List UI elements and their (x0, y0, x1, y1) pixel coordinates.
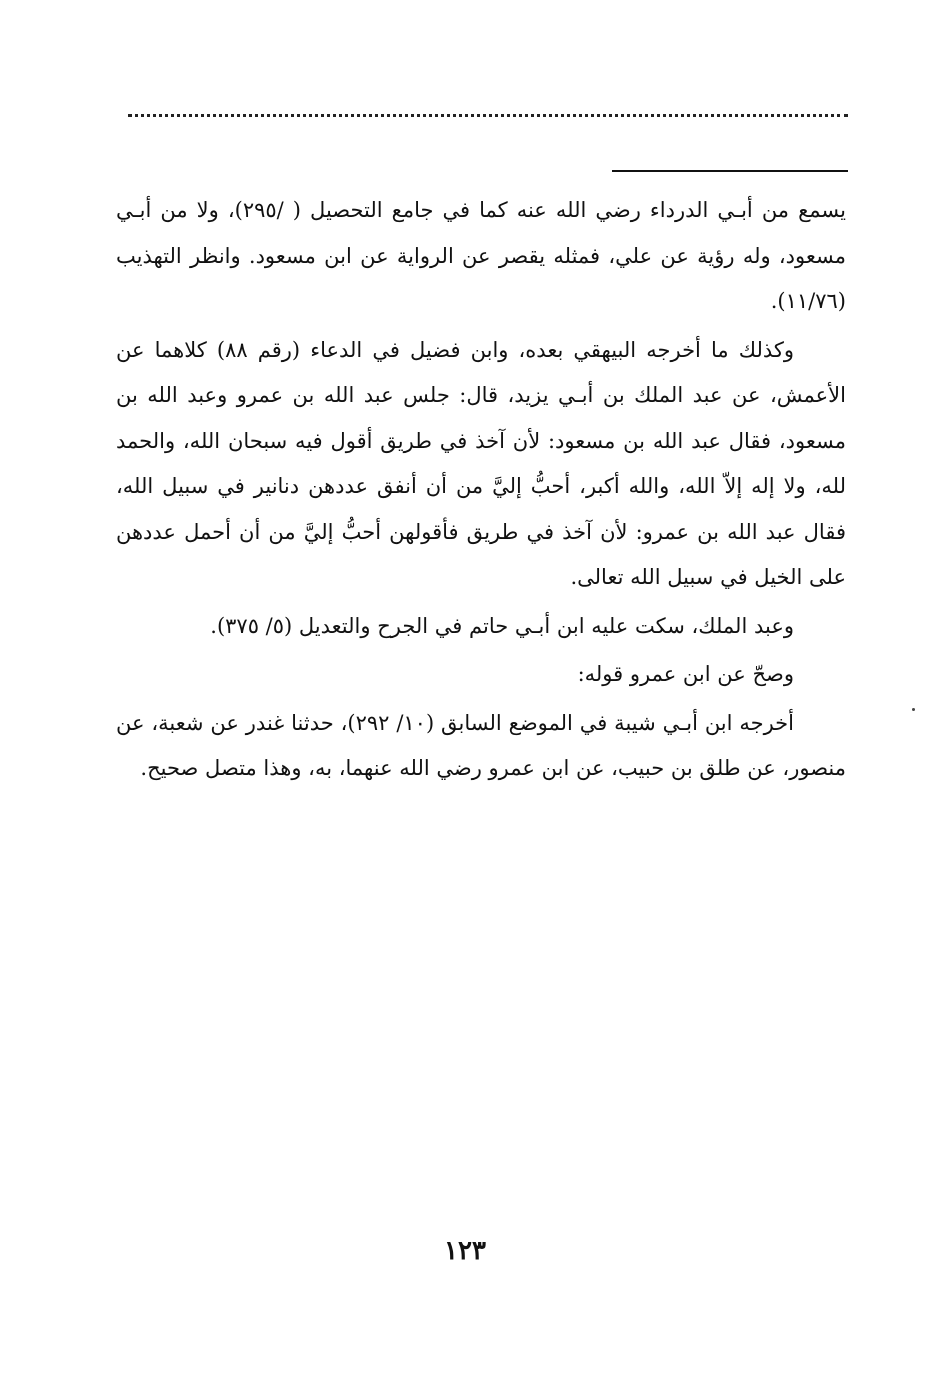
scan-speck (912, 708, 915, 711)
paragraph-5: أخرجه ابن أبـي شيبة في الموضع السابق (١٠/ ٢٩٢)، حدثنا غندر عن شعبة، عن منصور، عن طلق بن حبيب، عن ابن عمرو رضي الله عنهما، به، وهذا متصل صحيح. (116, 710, 846, 780)
paragraph-1: يسمع من أبـي الدرداء رضي الله عنه كما في جامع التحصيل ( /٢٩٥)، ولا من أبـي مسعود، وله رؤية عن علي، فمثله يقصر عن الرواية عن ابن مسعود. وانظر التهذيب (١١/٧٦). (116, 198, 846, 313)
paragraph-2: وكذلك ما أخرجه البيهقي بعده، وابن فضيل في الدعاء (رقم ٨٨) كلاهما عن الأعمش، عن عبد الملك بن أبـي يزيد، قال: جلس عبد الله بن عمرو وعبد الله بن مسعود، فقال عبد الله بن مسعود: لأن آخذ في طريق أقول فيه سبحان الله، والحمد لله، ولا إله إلاّ الله، والله أكبر، أحبُّ إليَّ من أن أنفق عددهن دنانير في سبيل الله، فقال عبد الله بن عمرو: لأن آخذ في طريق فأقولهن أحبُّ إليَّ من أن أحمل عددهن على الخيل في سبيل الله تعالى. (116, 337, 846, 589)
paragraph-4: وصحّ عن ابن عمرو قوله: (577, 662, 794, 686)
dotted-separator (128, 114, 848, 117)
page-body (116, 188, 846, 795)
page-number: ١٢٣ (444, 1236, 486, 1266)
footnote-separator-line (612, 170, 848, 172)
paragraph-3: وعبد الملك، سكت عليه ابن أبـي حاتم في الجرح والتعديل (٥/ ٣٧٥). (210, 613, 794, 638)
